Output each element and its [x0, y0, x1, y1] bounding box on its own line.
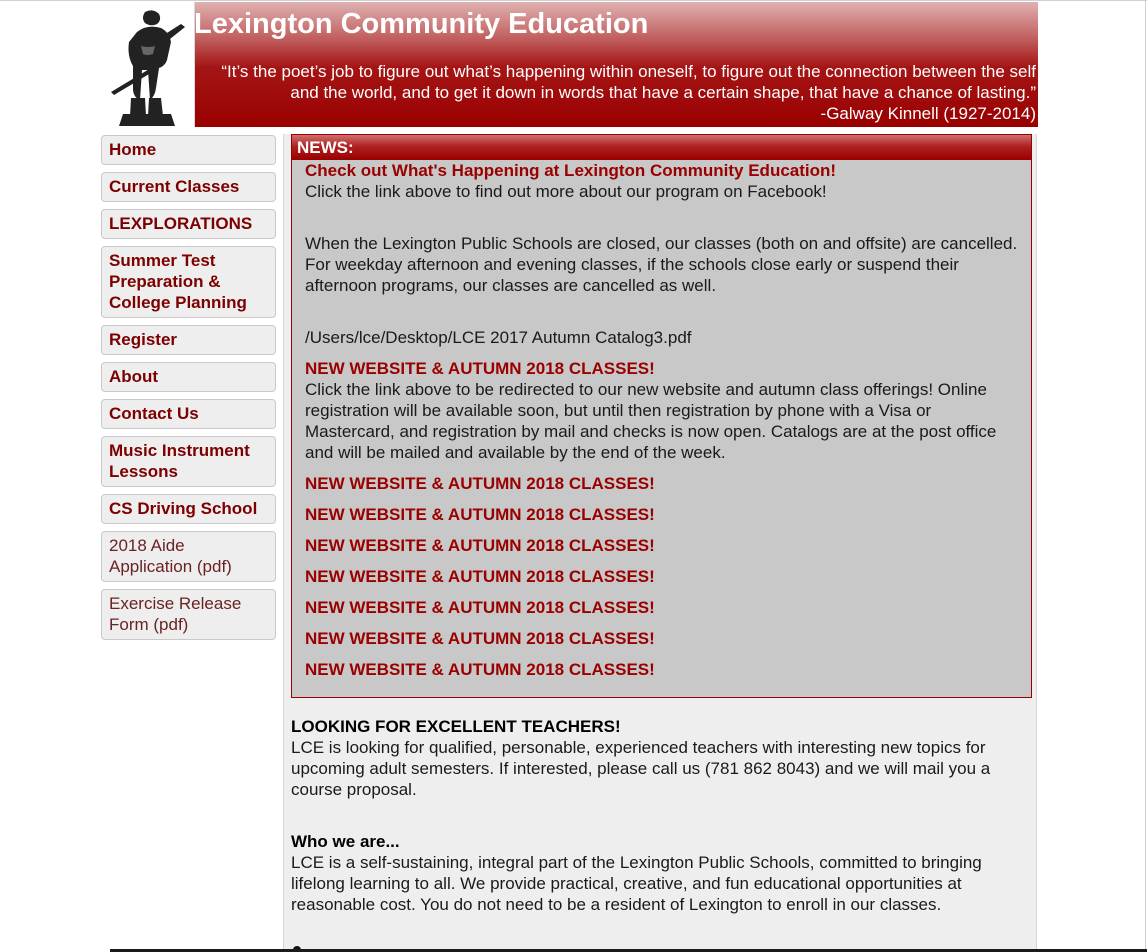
sidebar-item-current-classes[interactable]: Current Classes [101, 172, 276, 202]
news-body [292, 160, 1031, 680]
quote-line-1: “It’s the poet’s job to figure out what’s happening within oneself, to figure out the connection between the self [221, 62, 1036, 81]
news-panel [291, 134, 1032, 698]
new-website-link-repeat[interactable]: NEW WEBSITE & AUTUMN 2018 CLASSES! [305, 536, 655, 555]
lower-content [291, 716, 1031, 915]
news-header: NEWS: [292, 135, 1031, 160]
sidebar-item-exercise-release-form[interactable]: Exercise Release Form (pdf) [101, 589, 276, 640]
new-website-link-repeat[interactable]: NEW WEBSITE & AUTUMN 2018 CLASSES! [305, 598, 655, 617]
header-quote [194, 61, 1036, 124]
new-website-text: Click the link above to be redirected to our new website and autumn class offerings! Online registration will be available soon, but until then registration by phone with a Visa or Mastercard, and registration by mail and checks is now open. Catalogs are at the post office and will be mailed and available by the end of the week. [305, 380, 997, 462]
catalog-path: /Users/lce/Desktop/LCE 2017 Autumn Catalog3.pdf [305, 328, 692, 347]
sidebar-item-aide-application[interactable]: 2018 Aide Application (pdf) [101, 531, 276, 582]
sidebar-item-contact-us[interactable]: Contact Us [101, 399, 276, 429]
new-website-link[interactable]: NEW WEBSITE & AUTUMN 2018 CLASSES! [305, 359, 655, 378]
sidebar-item-summer-test-preparation[interactable]: Summer Test Preparation & College Planning [101, 246, 276, 318]
new-website-link-repeat[interactable]: NEW WEBSITE & AUTUMN 2018 CLASSES! [305, 567, 655, 586]
new-website-link-repeat[interactable]: NEW WEBSITE & AUTUMN 2018 CLASSES! [305, 660, 655, 679]
sidebar-item-music-instrument-lessons[interactable]: Music Instrument Lessons [101, 436, 276, 487]
facebook-text: Click the link above to find out more about our program on Facebook! [305, 182, 827, 201]
new-website-link-repeat[interactable]: NEW WEBSITE & AUTUMN 2018 CLASSES! [305, 505, 655, 524]
quote-author: -Galway Kinnell (1927-2014) [820, 104, 1036, 123]
about-heading: Who we are... [291, 832, 400, 851]
about-text: LCE is a self-sustaining, integral part of the Lexington Public Schools, committed to bringing lifelong learning to all. We provide practical, creative, and fun educational opportunities at reasonable cost. You do not need to be a resident of Lexington to enroll in our classes. [291, 853, 982, 914]
teachers-text: LCE is looking for qualified, personable, experienced teachers with interesting new topics for upcoming adult semesters. If interested, please call us (781 862 8043) and we will mail you a course proposal. [291, 738, 991, 799]
sidebar-item-cs-driving-school[interactable]: CS Driving School [101, 494, 276, 524]
sidebar-item-register[interactable]: Register [101, 325, 276, 355]
new-website-link-repeat[interactable]: NEW WEBSITE & AUTUMN 2018 CLASSES! [305, 629, 655, 648]
sidebar-item-home[interactable]: Home [101, 135, 276, 165]
closures-text: When the Lexington Public Schools are closed, our classes (both on and offsite) are cancelled. For weekday afternoon and evening classes, if the schools close early or suspend their afternoon programs, our classes are cancelled as well. [305, 234, 1018, 295]
page-right-border [1145, 0, 1146, 952]
quote-line-2: and the world, and to get it down in words that have a certain shape, that have a chance of lasting.” [290, 83, 1036, 102]
minuteman-statue-icon [101, 2, 194, 127]
sidebar-item-about[interactable]: About [101, 362, 276, 392]
teachers-heading: LOOKING FOR EXCELLENT TEACHERS! [291, 717, 621, 736]
page-top-border [0, 0, 1147, 1]
sidebar-item-lexplorations[interactable]: LEXPLORATIONS [101, 209, 276, 239]
new-website-link-repeat[interactable]: NEW WEBSITE & AUTUMN 2018 CLASSES! [305, 474, 655, 493]
facebook-link[interactable]: Check out What's Happening at Lexington Community Education! [305, 161, 837, 180]
sidebar-nav [101, 135, 276, 647]
site-banner [101, 2, 1038, 127]
site-title: Lexington Community Education [194, 8, 649, 40]
main-content [283, 134, 1037, 952]
minuteman-logo[interactable] [101, 2, 195, 127]
